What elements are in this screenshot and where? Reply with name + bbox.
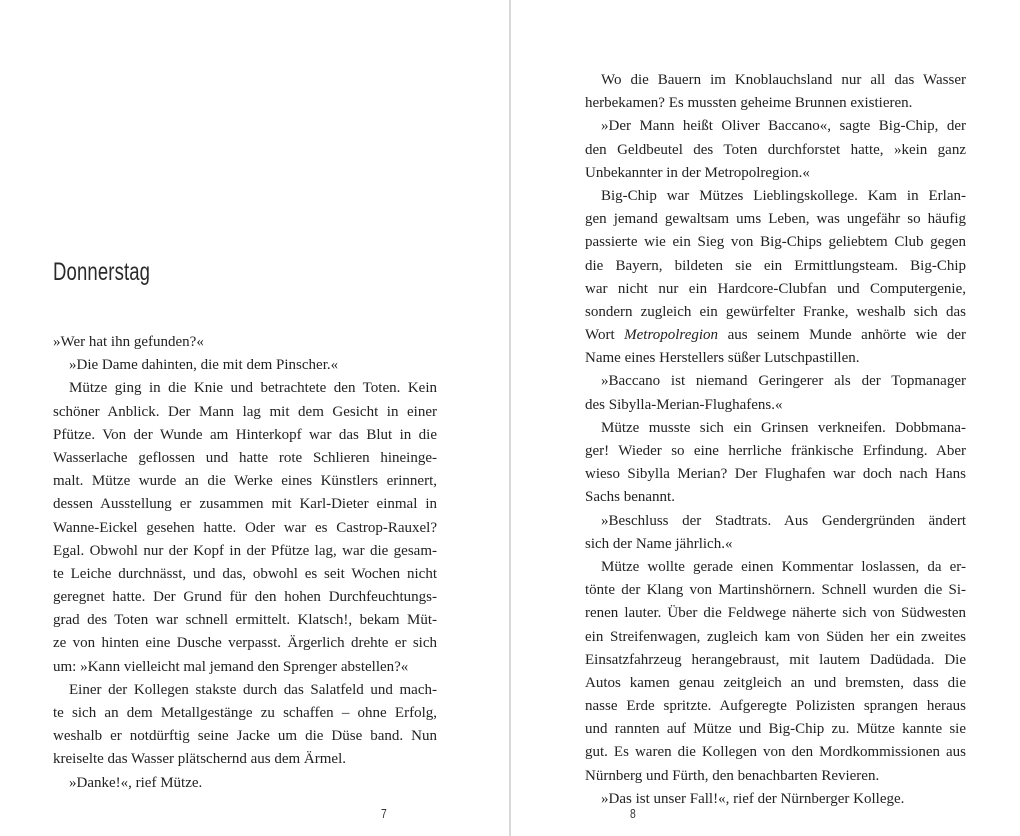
text-line: wieso Sibylla Merian? Der Flughafen war doch nach Hans: [585, 466, 966, 483]
text-line: »Wer hat ihn gefunden?«: [53, 334, 204, 350]
chapter-title: Donnerstag: [53, 258, 151, 286]
emphasis: Metropolregion: [624, 327, 719, 344]
text-line: Wasserlache geflossen und hatte rote Schlieren hineinge-: [53, 449, 437, 466]
text-line: ger! Wieder so eine herrliche fränkische Erfindung. Aber: [585, 443, 966, 459]
text-line: Mütze wollte gerade einen Kommentar loslassen, da er-: [601, 558, 966, 575]
page-number-right: 8: [630, 806, 636, 821]
left-page-body: [53, 331, 437, 795]
text-line: ein Streifenwagen, zugleich kam von Süden her ein zweites: [585, 628, 966, 645]
text-line: Mütze ging in die Knie und betrachtete den Toten. Kein: [69, 380, 437, 397]
text-line: Einsatzfahrzeug herangebraust, mit lautem Dadüdada. Die: [585, 651, 966, 668]
text-line: die Bayern, bildeten sie ein Ermittlungsteam. Big-Chip: [585, 257, 966, 274]
text-line: »Beschluss der Stadtrats. Aus Gendergründen ändert: [601, 512, 966, 529]
text-line: sondern zugleich ein gewürfelter Franke, weshalb sich das: [585, 303, 966, 320]
text-line: und rannten auf Mütze und Big-Chip zu. Mütze kannte sie: [585, 721, 966, 738]
text-line: »Die Dame dahinten, die mit dem Pinscher.«: [69, 357, 339, 374]
text-line: um: »Kann vielleicht mal jemand den Sprenger abstellen?«: [53, 658, 409, 675]
text-line: Sachs benannt.: [585, 489, 675, 506]
text-line: Nürnberg und Fürth, den benachbarten Revieren.: [585, 767, 880, 784]
text-line: war nicht nur ein Hardcore-Clubfan und Computergenie,: [585, 280, 966, 297]
text-line: te Leiche durchnässt, und das, obwohl es seit Wochen nicht: [53, 565, 437, 582]
text-line: Egal. Obwohl nur der Kopf in der Pfütze lag, war die gesam-: [53, 542, 437, 559]
text-line: Pfütze. Von der Wunde am Hinterkopf war das Blut in die: [53, 426, 437, 443]
right-page-body: [585, 69, 966, 811]
text-line: gen jemand gewaltsam ums Leben, was ungefähr so häufig: [585, 211, 966, 228]
text-line: Big-Chip war Mützes Lieblingskollege. Kam in Erlan-: [601, 187, 966, 204]
text-line: Unbekannter in der Metropolregion.«: [585, 164, 810, 181]
text-line: weshalb er notdürftig seine Jacke um die Düse band. Nun: [53, 728, 437, 745]
text-line: des Sibylla-Merian-Flughafens.«: [585, 396, 783, 413]
text-line: te sich an dem Metallgestänge zu schaffen – ohne Erfolg,: [53, 705, 437, 721]
text-line: dessen Ausstellung er zusammen mit Karl-Dieter einmal in: [53, 496, 437, 513]
text-line: »Baccano ist niemand Geringerer als der Topmanager: [601, 373, 966, 390]
text-line: grad des Toten war schnell ermittelt. Klatsch!, bekam Müt-: [53, 612, 437, 629]
text-line: passierte wie ein Sieg von Big-Chips geliebtem Club gegen: [585, 234, 966, 251]
right-page: [511, 0, 1020, 836]
text-line: gut. Es waren die Kollegen von den Mordkommissionen aus: [585, 744, 966, 761]
text-line: tönte der Klang von Martinshörnern. Schnell wurden die Si-: [585, 582, 966, 599]
page-number-left: 7: [381, 806, 387, 821]
text-line: herbekamen? Es mussten geheime Brunnen existieren.: [585, 95, 913, 112]
text-line: »Das ist unser Fall!«, rief der Nürnberger Kollege.: [601, 790, 905, 807]
text-line: Autos kamen genau zeitgleich an und bremsten, dass die: [585, 674, 966, 691]
text-line: Mütze musste sich ein Grinsen verkneifen. Dobbmana-: [601, 419, 966, 436]
text-line: Wort Metropolregion aus seinem Munde anhörte wie der: [585, 327, 966, 344]
text-line: Wo die Bauern im Knoblauchsland nur all das Wasser: [601, 72, 966, 88]
text-line: malt. Mütze wurde an die Werke eines Künstlers erinnert,: [53, 473, 437, 490]
text-line: renen lauter. Über die Feldwege näherte sich von Südwesten: [585, 605, 966, 622]
text-line: »Der Mann heißt Oliver Baccano«, sagte Big-Chip, der: [601, 118, 966, 135]
text-line: den Geldbeutel des Toten durchforstet hatte, »kein ganz: [585, 141, 966, 158]
text-line: Einer der Kollegen stakste durch das Salatfeld und mach-: [69, 681, 437, 698]
text-line: geregnet hatte. Der Grund für den hohen Durchfeuchtungs-: [53, 589, 437, 606]
text-line: Wanne-Eickel gesehen hatte. Oder war es Castrop-Rauxel?: [53, 519, 437, 536]
text-line: ze von hinten eine Dusche verpasst. Ärgerlich drehte er sich: [53, 635, 437, 652]
text-line: nasse Erde spritzte. Aufgeregte Polizisten sprangen heraus: [585, 698, 966, 715]
text-line: kreiselte das Wasser plätschernd aus dem Ärmel.: [53, 751, 347, 768]
text-line: Name eines Herstellers süßer Lutschpastillen.: [585, 350, 860, 367]
text-line: »Danke!«, rief Mütze.: [69, 774, 203, 791]
text-line: schöner Anblick. Der Mann lag mit dem Gesicht in einer: [53, 403, 437, 420]
text-line: sich der Name jährlich.«: [585, 535, 733, 552]
